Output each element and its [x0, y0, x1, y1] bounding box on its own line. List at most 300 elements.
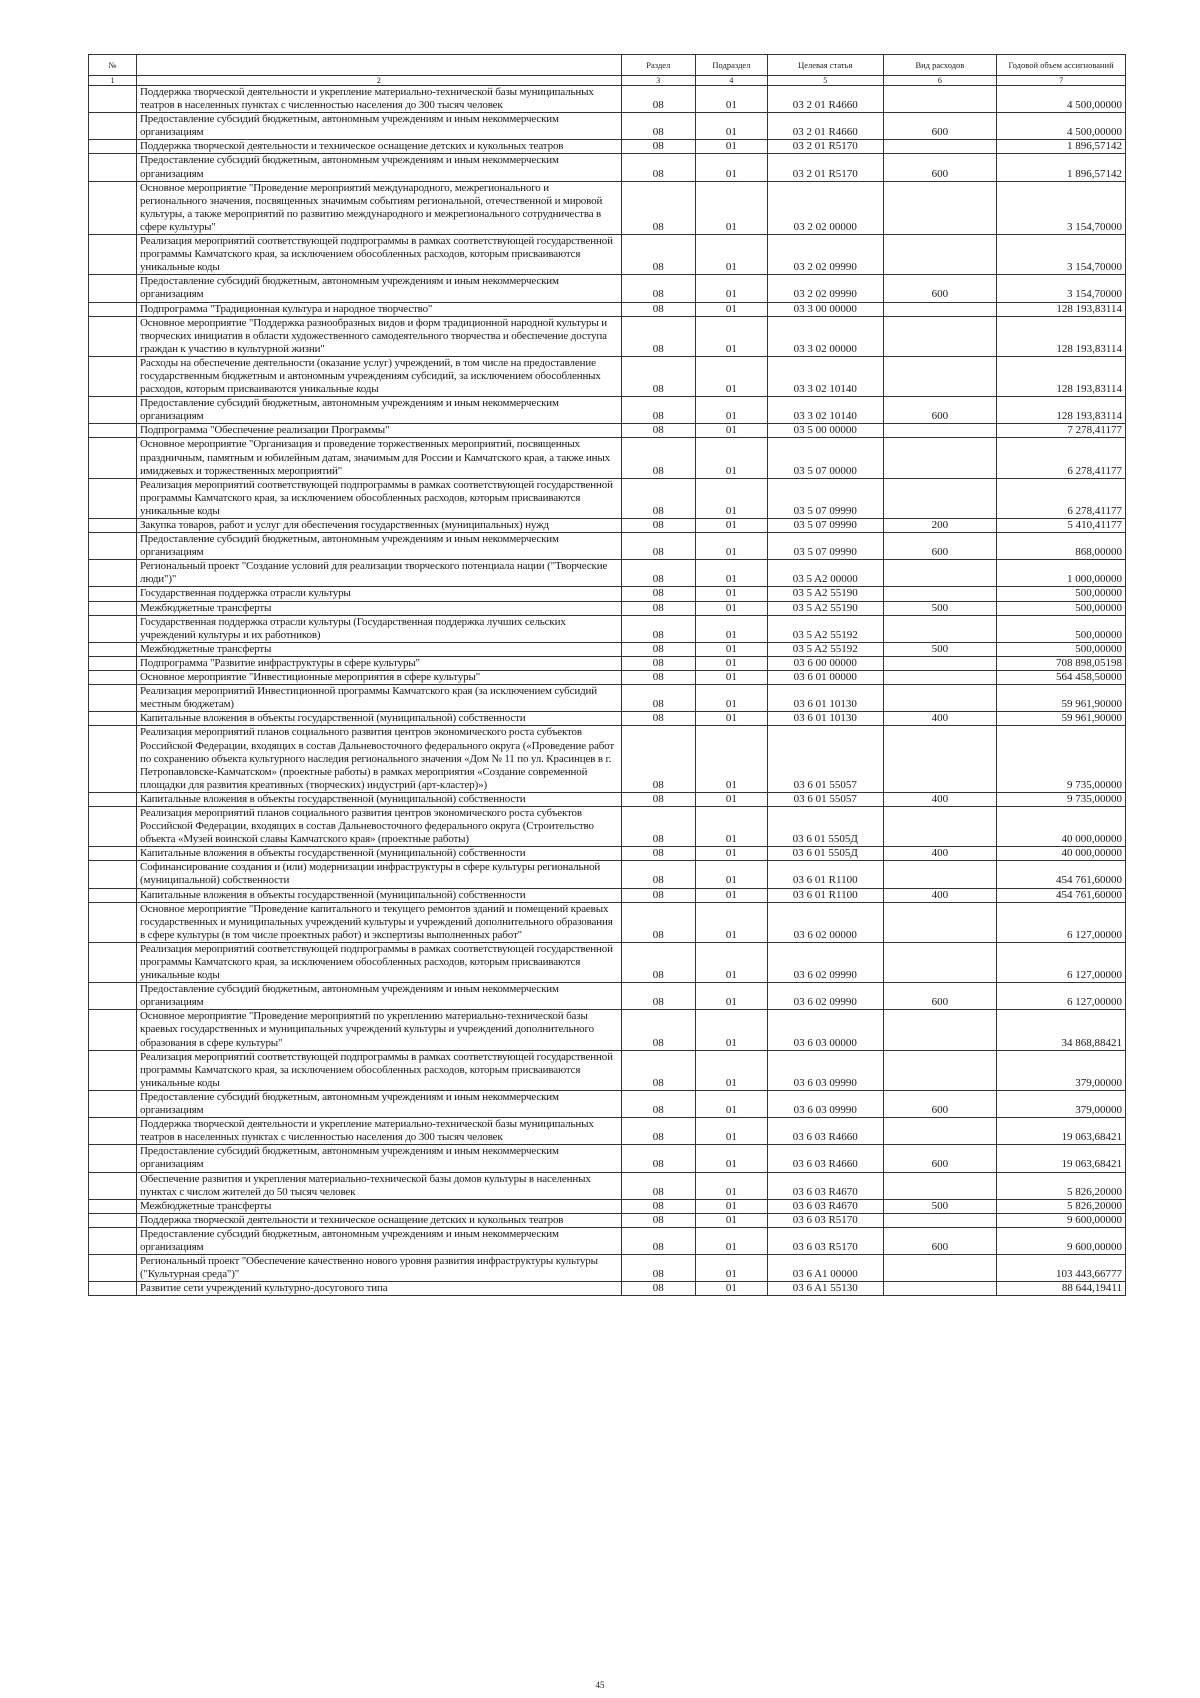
target-article-code: 03 6 01 5505Д: [767, 847, 883, 861]
item-name: Основное мероприятие "Проведение мероприятий международного, межрегионального и регионального значения, посвященных значимым событиям региональной, отечественной и мировой культуры, а также мероприятий по развитию международного и межрегионального сотрудничества в сфере культуры": [137, 181, 622, 234]
table-row: [89, 1090, 1126, 1117]
row-number-cell: [89, 140, 137, 154]
target-article-code: 03 6 02 09990: [767, 942, 883, 982]
subsection-code: 01: [695, 235, 767, 275]
row-number-cell: [89, 1118, 137, 1145]
expense-type-code: 400: [883, 792, 997, 806]
item-name: Региональный проект "Создание условий для реализации творческого потенциала нации ("Творческие люди")": [137, 560, 622, 587]
annual-amount: 9 735,00000: [997, 792, 1126, 806]
subsection-code: 01: [695, 1050, 767, 1090]
expense-type-code: 500: [883, 601, 997, 615]
annual-amount: 708 898,05198: [997, 656, 1126, 670]
document-page: [88, 54, 1126, 1296]
subsection-code: 01: [695, 902, 767, 942]
annual-amount: 454 761,60000: [997, 888, 1126, 902]
target-article-code: 03 5 00 00000: [767, 424, 883, 438]
item-name: Реализация мероприятий планов социального развития центров экономического роста субъектов Российской Федерации, входящих в состав Дальневосточного федерального округа («Проведение работ по сохранению объекта культурного наследия регионального значения «Дом № 11 по ул. Красинцев в г. Петропавловске-Камчатском» (проектные работы) в рамках мероприятия «Создание современной площадки для развития креативных (творческих) индустрий (арт-кластер)»): [137, 726, 622, 792]
table-row: [89, 712, 1126, 726]
section-code: 08: [621, 902, 695, 942]
table-row: [89, 86, 1126, 113]
subsection-code: 01: [695, 424, 767, 438]
annual-amount: 9 735,00000: [997, 726, 1126, 792]
expense-type-code: [883, 424, 997, 438]
row-number-cell: [89, 685, 137, 712]
row-number-cell: [89, 792, 137, 806]
expense-type-code: 600: [883, 1090, 997, 1117]
subsection-code: 01: [695, 1199, 767, 1213]
annual-amount: 19 063,68421: [997, 1145, 1126, 1172]
item-name: Расходы на обеспечение деятельности (оказание услуг) учреждений, в том числе на предоставление государственным бюджетным и автономным учреждениям субсидий, за исключением обособленных расходов, которым присваиваются уникальные коды: [137, 356, 622, 396]
annual-amount: 103 443,66777: [997, 1255, 1126, 1282]
row-number-cell: [89, 1172, 137, 1199]
row-number-cell: [89, 1050, 137, 1090]
target-article-code: 03 6 A1 00000: [767, 1255, 883, 1282]
table-row: [89, 601, 1126, 615]
table-row: [89, 397, 1126, 424]
table-row: [89, 806, 1126, 846]
table-row: [89, 726, 1126, 792]
section-code: 08: [621, 235, 695, 275]
subsection-code: 01: [695, 533, 767, 560]
row-number-cell: [89, 356, 137, 396]
section-code: 08: [621, 424, 695, 438]
subsection-code: 01: [695, 316, 767, 356]
subsection-code: 01: [695, 861, 767, 888]
annual-amount: 40 000,00000: [997, 806, 1126, 846]
item-name: Капитальные вложения в объекты государственной (муниципальной) собственности: [137, 792, 622, 806]
subsection-code: 01: [695, 1213, 767, 1227]
subsection-code: 01: [695, 587, 767, 601]
item-name: Поддержка творческой деятельности и техническое оснащение детских и кукольных театров: [137, 140, 622, 154]
row-number-cell: [89, 861, 137, 888]
item-name: Межбюджетные трансферты: [137, 1199, 622, 1213]
target-article-code: 03 2 01 R5170: [767, 140, 883, 154]
annual-amount: 7 278,41177: [997, 424, 1126, 438]
annual-amount: 128 193,83114: [997, 302, 1126, 316]
column-number: 1: [89, 76, 137, 86]
target-article-code: 03 6 01 10130: [767, 685, 883, 712]
header-expense-type: Вид расходов: [883, 55, 997, 76]
target-article-code: 03 5 07 00000: [767, 438, 883, 478]
row-number-cell: [89, 424, 137, 438]
expense-type-code: 400: [883, 712, 997, 726]
row-number-cell: [89, 983, 137, 1010]
annual-amount: 128 193,83114: [997, 397, 1126, 424]
subsection-code: 01: [695, 1172, 767, 1199]
annual-amount: 4 500,00000: [997, 113, 1126, 140]
table-row: [89, 438, 1126, 478]
table-row: [89, 113, 1126, 140]
row-number-cell: [89, 1227, 137, 1254]
subsection-code: 01: [695, 601, 767, 615]
target-article-code: 03 5 A2 00000: [767, 560, 883, 587]
row-number-cell: [89, 1213, 137, 1227]
item-name: Межбюджетные трансферты: [137, 642, 622, 656]
row-number-cell: [89, 478, 137, 518]
header-number: №: [89, 55, 137, 76]
item-name: Софинансирование создания и (или) модернизации инфраструктуры в сфере культуры региональной (муниципальной) собственности: [137, 861, 622, 888]
item-name: Капитальные вложения в объекты государственной (муниципальной) собственности: [137, 888, 622, 902]
item-name: Поддержка творческой деятельности и укрепление материально-технической базы муниципальных театров в населенных пунктах с численностью населения до 300 тысяч человек: [137, 86, 622, 113]
item-name: Подпрограмма "Развитие инфраструктуры в сфере культуры": [137, 656, 622, 670]
section-code: 08: [621, 560, 695, 587]
subsection-code: 01: [695, 1090, 767, 1117]
section-code: 08: [621, 1172, 695, 1199]
subsection-code: 01: [695, 806, 767, 846]
expense-type-code: 200: [883, 519, 997, 533]
item-name: Основное мероприятие "Поддержка разнообразных видов и форм традиционной народной культуры и творческих инициатив в области художественного самодеятельного творчества и обеспечение доступа граждан к участию в культурной жизни": [137, 316, 622, 356]
expense-type-code: [883, 1172, 997, 1199]
table-row: [89, 478, 1126, 518]
item-name: Региональный проект "Обеспечение качественно нового уровня развития инфраструктуры культуры ("Культурная среда")": [137, 1255, 622, 1282]
table-row: [89, 1118, 1126, 1145]
section-code: 08: [621, 154, 695, 181]
expense-type-code: [883, 140, 997, 154]
header-section: Раздел: [621, 55, 695, 76]
expense-type-code: [883, 1213, 997, 1227]
table-row: [89, 140, 1126, 154]
row-number-cell: [89, 302, 137, 316]
expense-type-code: [883, 86, 997, 113]
header-name: [137, 55, 622, 76]
item-name: Реализация мероприятий соответствующей подпрограммы в рамках соответствующей государственной программы Камчатского края, за исключением обособленных расходов, которым присваиваются уникальные коды: [137, 478, 622, 518]
target-article-code: 03 6 01 55057: [767, 726, 883, 792]
subsection-code: 01: [695, 888, 767, 902]
row-number-cell: [89, 1255, 137, 1282]
section-code: 08: [621, 1010, 695, 1050]
column-number: 7: [997, 76, 1126, 86]
annual-amount: 379,00000: [997, 1050, 1126, 1090]
table-row: [89, 275, 1126, 302]
target-article-code: 03 5 A2 55192: [767, 642, 883, 656]
target-article-code: 03 2 01 R4660: [767, 113, 883, 140]
annual-amount: 1 000,00000: [997, 560, 1126, 587]
row-number-cell: [89, 113, 137, 140]
subsection-code: 01: [695, 983, 767, 1010]
section-code: 08: [621, 356, 695, 396]
subsection-code: 01: [695, 685, 767, 712]
item-name: Подпрограмма "Традиционная культура и народное творчество": [137, 302, 622, 316]
expense-type-code: 600: [883, 1145, 997, 1172]
row-number-cell: [89, 316, 137, 356]
expense-type-code: [883, 438, 997, 478]
subsection-code: 01: [695, 792, 767, 806]
expense-type-code: [883, 316, 997, 356]
subsection-code: 01: [695, 1010, 767, 1050]
section-code: 08: [621, 533, 695, 560]
row-number-cell: [89, 671, 137, 685]
expense-type-code: [883, 1118, 997, 1145]
item-name: Капитальные вложения в объекты государственной (муниципальной) собственности: [137, 847, 622, 861]
expense-type-code: [883, 656, 997, 670]
row-number-cell: [89, 275, 137, 302]
item-name: Предоставление субсидий бюджетным, автономным учреждениям и иным некоммерческим организациям: [137, 275, 622, 302]
expense-type-code: [883, 615, 997, 642]
target-article-code: 03 6 03 R4670: [767, 1172, 883, 1199]
annual-amount: 454 761,60000: [997, 861, 1126, 888]
row-number-cell: [89, 1090, 137, 1117]
expense-type-code: 600: [883, 154, 997, 181]
table-row: [89, 533, 1126, 560]
subsection-code: 01: [695, 656, 767, 670]
target-article-code: 03 6 03 R5170: [767, 1227, 883, 1254]
row-number-cell: [89, 726, 137, 792]
item-name: Капитальные вложения в объекты государственной (муниципальной) собственности: [137, 712, 622, 726]
expense-type-code: [883, 560, 997, 587]
column-number: 2: [137, 76, 622, 86]
annual-amount: 379,00000: [997, 1090, 1126, 1117]
expense-type-code: 600: [883, 275, 997, 302]
item-name: Межбюджетные трансферты: [137, 601, 622, 615]
page-number: 45: [595, 1680, 605, 1690]
section-code: 08: [621, 302, 695, 316]
expense-type-code: 600: [883, 1227, 997, 1254]
section-code: 08: [621, 656, 695, 670]
item-name: Предоставление субсидий бюджетным, автономным учреждениям и иным некоммерческим организациям: [137, 1227, 622, 1254]
annual-amount: 6 127,00000: [997, 942, 1126, 982]
annual-amount: 3 154,70000: [997, 275, 1126, 302]
table-row: [89, 1255, 1126, 1282]
item-name: Поддержка творческой деятельности и укрепление материально-технической базы муниципальных театров в населенных пунктах с численностью населения до 300 тысяч человек: [137, 1118, 622, 1145]
table-body: [89, 86, 1126, 1296]
target-article-code: 03 5 07 09990: [767, 478, 883, 518]
annual-amount: 500,00000: [997, 615, 1126, 642]
item-name: Предоставление субсидий бюджетным, автономным учреждениям и иным некоммерческим организациям: [137, 154, 622, 181]
item-name: Предоставление субсидий бюджетным, автономным учреждениям и иным некоммерческим организациям: [137, 1145, 622, 1172]
annual-amount: 6 127,00000: [997, 902, 1126, 942]
section-code: 08: [621, 726, 695, 792]
target-article-code: 03 6 00 00000: [767, 656, 883, 670]
annual-amount: 500,00000: [997, 642, 1126, 656]
annual-amount: 5 826,20000: [997, 1172, 1126, 1199]
annual-amount: 40 000,00000: [997, 847, 1126, 861]
row-number-cell: [89, 1010, 137, 1050]
subsection-code: 01: [695, 356, 767, 396]
item-name: Обеспечение развития и укрепления материально-технической базы домов культуры в населенных пунктах с числом жителей до 50 тысяч человек: [137, 1172, 622, 1199]
annual-amount: 500,00000: [997, 587, 1126, 601]
section-code: 08: [621, 1118, 695, 1145]
expense-type-code: [883, 685, 997, 712]
section-code: 08: [621, 792, 695, 806]
header-subsection: Подраздел: [695, 55, 767, 76]
section-code: 08: [621, 983, 695, 1010]
table-row: [89, 902, 1126, 942]
section-code: 08: [621, 1090, 695, 1117]
expense-type-code: 600: [883, 533, 997, 560]
table-row: [89, 1010, 1126, 1050]
section-code: 08: [621, 316, 695, 356]
section-code: 08: [621, 888, 695, 902]
row-number-cell: [89, 397, 137, 424]
item-name: Государственная поддержка отрасли культуры: [137, 587, 622, 601]
section-code: 08: [621, 587, 695, 601]
subsection-code: 01: [695, 726, 767, 792]
subsection-code: 01: [695, 154, 767, 181]
target-article-code: 03 6 01 R1100: [767, 888, 883, 902]
budget-table: [88, 54, 1126, 1296]
expense-type-code: [883, 1282, 997, 1296]
section-code: 08: [621, 181, 695, 234]
table-row: [89, 235, 1126, 275]
expense-type-code: [883, 587, 997, 601]
section-code: 08: [621, 861, 695, 888]
table-row: [89, 685, 1126, 712]
row-number-cell: [89, 1199, 137, 1213]
annual-amount: 88 644,19411: [997, 1282, 1126, 1296]
column-number: 5: [767, 76, 883, 86]
target-article-code: 03 6 01 55057: [767, 792, 883, 806]
expense-type-code: 600: [883, 113, 997, 140]
item-name: Закупка товаров, работ и услуг для обеспечения государственных (муниципальных) нужд: [137, 519, 622, 533]
column-number: 6: [883, 76, 997, 86]
target-article-code: 03 6 A1 55130: [767, 1282, 883, 1296]
item-name: Предоставление субсидий бюджетным, автономным учреждениям и иным некоммерческим организациям: [137, 1090, 622, 1117]
annual-amount: 3 154,70000: [997, 235, 1126, 275]
table-row: [89, 1282, 1126, 1296]
item-name: Государственная поддержка отрасли культуры (Государственная поддержка лучших сельских учреждений культуры и их работников): [137, 615, 622, 642]
item-name: Подпрограмма "Обеспечение реализации Программы": [137, 424, 622, 438]
annual-amount: 128 193,83114: [997, 356, 1126, 396]
item-name: Поддержка творческой деятельности и техническое оснащение детских и кукольных театров: [137, 1213, 622, 1227]
row-number-cell: [89, 847, 137, 861]
target-article-code: 03 6 03 R5170: [767, 1213, 883, 1227]
expense-type-code: 600: [883, 983, 997, 1010]
item-name: Предоставление субсидий бюджетным, автономным учреждениям и иным некоммерческим организациям: [137, 397, 622, 424]
target-article-code: 03 6 02 00000: [767, 902, 883, 942]
table-row: [89, 1050, 1126, 1090]
subsection-code: 01: [695, 615, 767, 642]
target-article-code: 03 6 03 09990: [767, 1090, 883, 1117]
expense-type-code: 500: [883, 642, 997, 656]
annual-amount: 6 278,41177: [997, 478, 1126, 518]
header-annual-amount: Годовой объем ассигнований: [997, 55, 1126, 76]
row-number-cell: [89, 656, 137, 670]
section-code: 08: [621, 1282, 695, 1296]
expense-type-code: [883, 1255, 997, 1282]
column-number: 3: [621, 76, 695, 86]
section-code: 08: [621, 671, 695, 685]
subsection-code: 01: [695, 519, 767, 533]
row-number-cell: [89, 519, 137, 533]
annual-amount: 5 826,20000: [997, 1199, 1126, 1213]
header-target-article: Целевая статья: [767, 55, 883, 76]
annual-amount: 6 127,00000: [997, 983, 1126, 1010]
annual-amount: 564 458,50000: [997, 671, 1126, 685]
target-article-code: 03 2 02 09990: [767, 275, 883, 302]
annual-amount: 1 896,57142: [997, 140, 1126, 154]
row-number-cell: [89, 154, 137, 181]
item-name: Реализация мероприятий соответствующей подпрограммы в рамках соответствующей государственной программы Камчатского края, за исключением обособленных расходов, которым присваиваются уникальные коды: [137, 235, 622, 275]
item-name: Реализация мероприятий соответствующей подпрограммы в рамках соответствующей государственной программы Камчатского края, за исключением обособленных расходов, которым присваиваются уникальные коды: [137, 942, 622, 982]
annual-amount: 3 154,70000: [997, 181, 1126, 234]
row-number-cell: [89, 642, 137, 656]
item-name: Предоставление субсидий бюджетным, автономным учреждениям и иным некоммерческим организациям: [137, 533, 622, 560]
section-code: 08: [621, 1199, 695, 1213]
target-article-code: 03 5 07 09990: [767, 533, 883, 560]
table-row: [89, 861, 1126, 888]
target-article-code: 03 5 07 09990: [767, 519, 883, 533]
target-article-code: 03 3 02 10140: [767, 356, 883, 396]
subsection-code: 01: [695, 560, 767, 587]
target-article-code: 03 6 03 09990: [767, 1050, 883, 1090]
table-row: [89, 1227, 1126, 1254]
section-code: 08: [621, 601, 695, 615]
expense-type-code: [883, 1050, 997, 1090]
annual-amount: 868,00000: [997, 533, 1126, 560]
table-row: [89, 1145, 1126, 1172]
item-name: Реализация мероприятий планов социального развития центров экономического роста субъектов Российской Федерации, входящих в состав Дальневосточного федерального округа (Строительство объекта «Музей воинской славы Камчатского края» (проектные работы): [137, 806, 622, 846]
subsection-code: 01: [695, 275, 767, 302]
annual-amount: 59 961,90000: [997, 685, 1126, 712]
subsection-code: 01: [695, 1255, 767, 1282]
subsection-code: 01: [695, 86, 767, 113]
target-article-code: 03 3 00 00000: [767, 302, 883, 316]
expense-type-code: [883, 235, 997, 275]
section-code: 08: [621, 615, 695, 642]
section-code: 08: [621, 1227, 695, 1254]
table-row: [89, 656, 1126, 670]
target-article-code: 03 5 A2 55190: [767, 601, 883, 615]
subsection-code: 01: [695, 181, 767, 234]
expense-type-code: [883, 806, 997, 846]
item-name: Основное мероприятие "Проведение мероприятий по укреплению материально-технической базы краевых государственных и муниципальных учреждений культуры и учреждений дополнительного образования в сфере культуры": [137, 1010, 622, 1050]
section-code: 08: [621, 1255, 695, 1282]
target-article-code: 03 2 01 R4660: [767, 86, 883, 113]
target-article-code: 03 6 02 09990: [767, 983, 883, 1010]
target-article-code: 03 2 01 R5170: [767, 154, 883, 181]
annual-amount: 6 278,41177: [997, 438, 1126, 478]
target-article-code: 03 2 02 09990: [767, 235, 883, 275]
target-article-code: 03 6 01 R1100: [767, 861, 883, 888]
table-row: [89, 154, 1126, 181]
annual-amount: 19 063,68421: [997, 1118, 1126, 1145]
item-name: Основное мероприятие "Инвестиционные мероприятия в сфере культуры": [137, 671, 622, 685]
target-article-code: 03 6 01 10130: [767, 712, 883, 726]
expense-type-code: [883, 902, 997, 942]
row-number-cell: [89, 902, 137, 942]
item-name: Предоставление субсидий бюджетным, автономным учреждениям и иным некоммерческим организациям: [137, 113, 622, 140]
table-row: [89, 983, 1126, 1010]
table-row: [89, 316, 1126, 356]
table-header-row: [89, 55, 1126, 76]
section-code: 08: [621, 397, 695, 424]
target-article-code: 03 6 01 5505Д: [767, 806, 883, 846]
annual-amount: 128 193,83114: [997, 316, 1126, 356]
expense-type-code: [883, 181, 997, 234]
subsection-code: 01: [695, 478, 767, 518]
table-row: [89, 642, 1126, 656]
section-code: 08: [621, 712, 695, 726]
annual-amount: 500,00000: [997, 601, 1126, 615]
expense-type-code: [883, 1010, 997, 1050]
subsection-code: 01: [695, 438, 767, 478]
table-row: [89, 847, 1126, 861]
row-number-cell: [89, 560, 137, 587]
target-article-code: 03 6 03 R4670: [767, 1199, 883, 1213]
row-number-cell: [89, 1145, 137, 1172]
subsection-code: 01: [695, 140, 767, 154]
subsection-code: 01: [695, 642, 767, 656]
item-name: Реализация мероприятий Инвестиционной программы Камчатского края (за исключением субсидий местным бюджетам): [137, 685, 622, 712]
table-row: [89, 302, 1126, 316]
section-code: 08: [621, 806, 695, 846]
subsection-code: 01: [695, 712, 767, 726]
row-number-cell: [89, 615, 137, 642]
section-code: 08: [621, 685, 695, 712]
column-number-row: [89, 76, 1126, 86]
table-row: [89, 1213, 1126, 1227]
subsection-code: 01: [695, 942, 767, 982]
